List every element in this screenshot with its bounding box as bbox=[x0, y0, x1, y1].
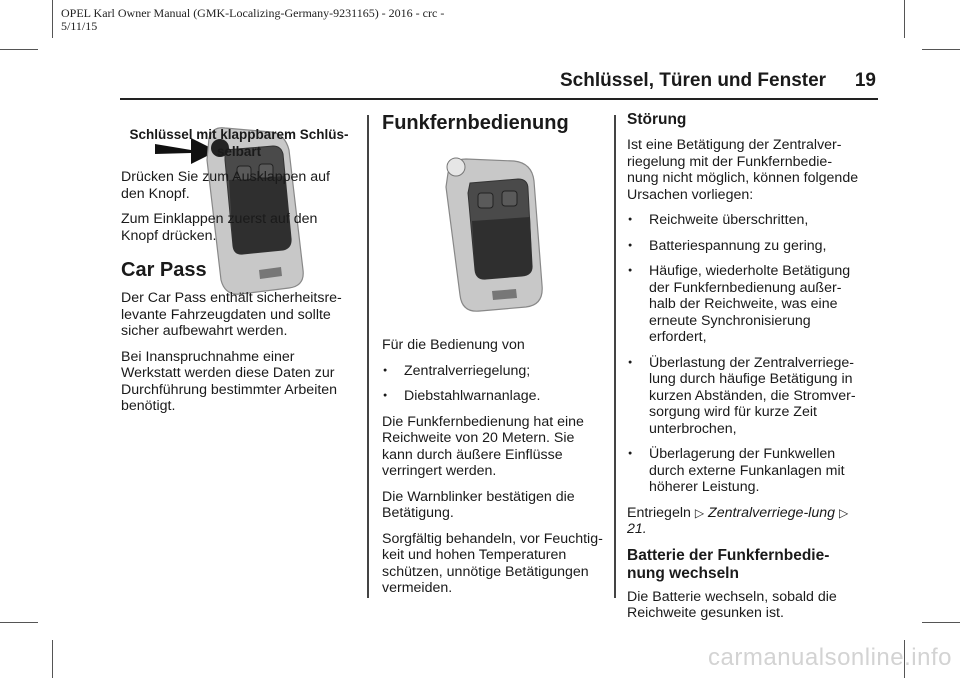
subsection-heading: Batterie der Funkfernbedie-nung wechseln bbox=[627, 546, 830, 582]
paragraph: Zum Einklappen zuerst auf den Knopf drücken. bbox=[121, 211, 318, 244]
section-heading: Funkfernbedienung bbox=[382, 112, 569, 134]
subsection-heading: Störung bbox=[627, 111, 687, 128]
remote-key-illustration bbox=[382, 145, 608, 315]
list-item: ● Zentralverriegelung; bbox=[382, 363, 608, 380]
crossref-page[interactable]: 21 bbox=[627, 521, 643, 537]
list-item: ● Batteriespannung zu gering, bbox=[627, 238, 863, 255]
figure-caption: Schlüssel mit klappbarem Schlüs-selbart bbox=[129, 127, 349, 159]
paragraph: Bei Inanspruchnahme einer Werkstatt werden diese Daten zur Durchführung bestimmter Arbeiten benötigt. bbox=[121, 348, 338, 414]
paragraph: Die Funkfernbedienung hat eine Reichweite von 20 Metern. Sie kann durch äußere Einflüsse verringert werden. bbox=[382, 413, 584, 479]
running-head bbox=[560, 70, 876, 92]
paragraph: Sorgfältig behandeln, vor Feuchtig-keit und hohen Temperaturen schützen, unnötige Betätigungen vermeiden. bbox=[382, 530, 603, 596]
header-rule bbox=[120, 98, 878, 100]
crop-mark bbox=[0, 622, 38, 623]
paragraph: Die Warnblinker bestätigen die Betätigung. bbox=[382, 488, 575, 521]
page-number: 19 bbox=[854, 70, 876, 91]
column-divider bbox=[367, 115, 369, 598]
paragraph: Drücken Sie zum Ausklappen auf den Knopf. bbox=[121, 169, 330, 202]
list-item: ● Überlagerung der Funkwellen durch externe Funkanlagen mit höherer Leistung. bbox=[627, 446, 863, 496]
metadata-line: OPEL Karl Owner Manual (GMK-Localizing-Germany-9231165) - 2016 - crc - bbox=[61, 6, 445, 20]
list-item: ● Überlastung der Zentralverriege-lung durch häufige Betätigung in kurzen Abständen, die Stromver-sorgung wird für kurze Zeit unterbrochen, bbox=[627, 355, 863, 438]
crossref-target[interactable]: Zentralverriege-lung bbox=[708, 504, 835, 521]
cross-reference[interactable]: Entriegeln ▷ Zentralverriege-lung ▷ 21. bbox=[627, 504, 849, 537]
crop-mark bbox=[52, 640, 53, 678]
crop-mark bbox=[922, 622, 960, 623]
feature-list bbox=[382, 363, 608, 405]
paragraph: Der Car Pass enthält sicherheitsre-levante Fahrzeugdaten und sollte sicher aufbewahrt werden. bbox=[121, 290, 342, 339]
key-fob-icon bbox=[446, 158, 542, 311]
watermark: carmanualsonline.info bbox=[708, 644, 952, 671]
paragraph: Ist eine Betätigung der Zentralver-riegelung mit der Funkfernbedie-nung nicht möglich, können folgende Ursachen vorliegen: bbox=[627, 137, 859, 203]
left-column bbox=[121, 120, 357, 414]
list-item: ● Reichweite überschritten, bbox=[627, 212, 863, 229]
paragraph: Die Batterie wechseln, sobald die Reichweite gesunken ist. bbox=[627, 588, 837, 621]
crop-mark bbox=[0, 49, 38, 50]
column-divider bbox=[614, 115, 616, 598]
section-heading: Car Pass bbox=[121, 259, 207, 281]
crop-mark bbox=[52, 0, 53, 38]
crossref-prefix: Entriegeln bbox=[627, 504, 691, 521]
section-title: Schlüssel, Türen und Fenster bbox=[560, 70, 827, 91]
triangle-arrow-icon: ▷ bbox=[694, 505, 705, 520]
crop-mark bbox=[922, 49, 960, 50]
list-item: ● Diebstahlwarnanlage. bbox=[382, 388, 608, 405]
cause-list bbox=[627, 212, 863, 496]
metadata-date: 5/11/15 bbox=[61, 19, 98, 33]
triangle-arrow-icon: ▷ bbox=[838, 505, 849, 520]
paragraph: Für die Bedienung von bbox=[382, 337, 525, 353]
crop-mark bbox=[904, 0, 905, 38]
print-metadata bbox=[61, 7, 531, 33]
list-item: ● Häufige, wiederholte Betätigung der Funkfernbedienung außer-halb der Reichweite, was eine erneute Synchronisierung erfordert, bbox=[627, 263, 863, 346]
